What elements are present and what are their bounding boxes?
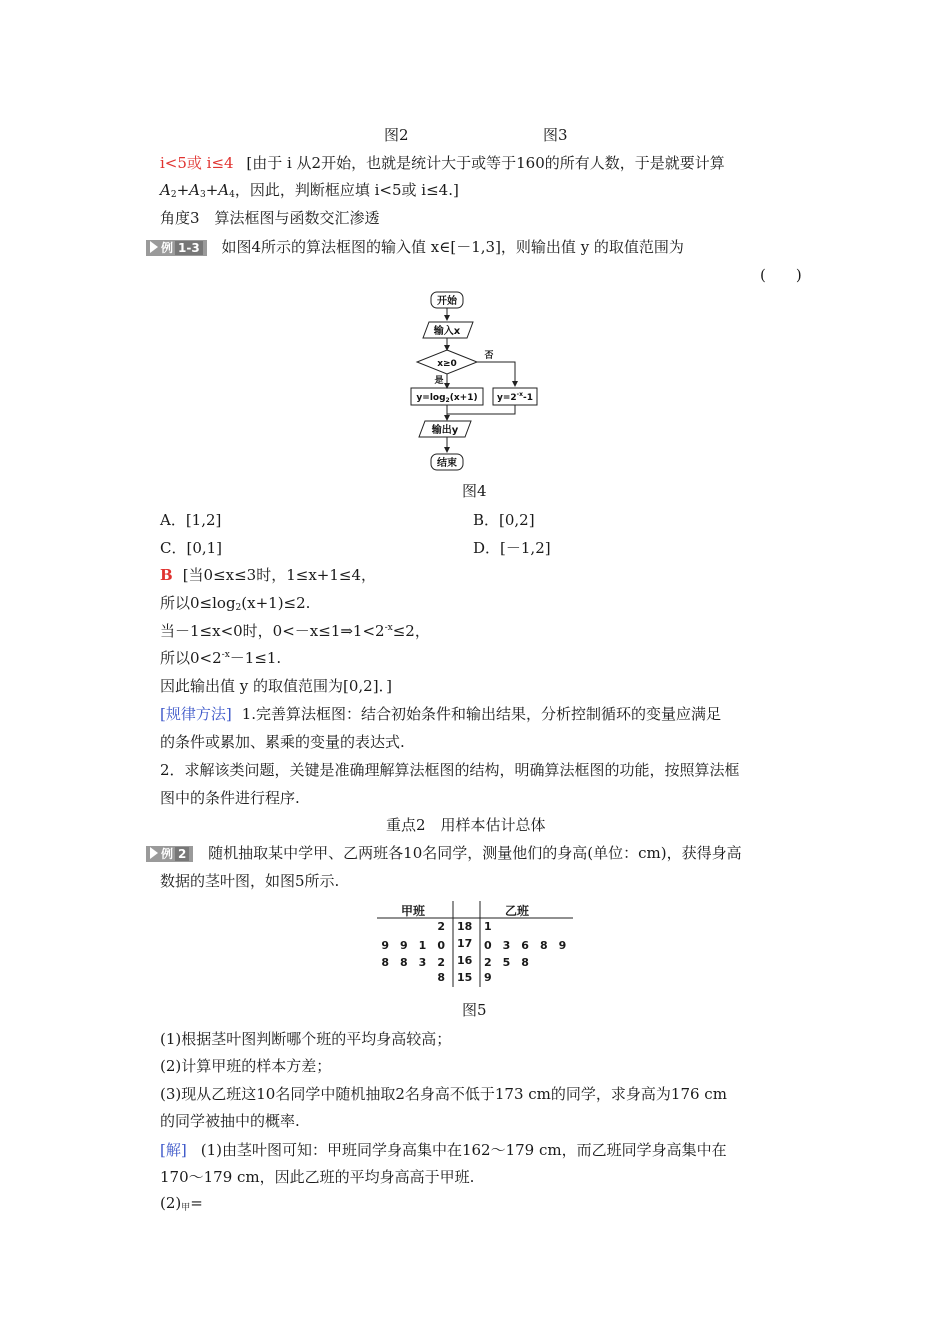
triangle-icon	[150, 241, 158, 253]
solution-2-line-3	[160, 1194, 203, 1213]
solution-2-line-1	[160, 1139, 727, 1160]
stem-value: 16	[457, 954, 473, 967]
solution-line-3	[160, 620, 430, 641]
yes-box-a: y=log	[416, 393, 446, 403]
method-label: [规律方法]	[160, 705, 232, 723]
stem-value: 17	[457, 937, 473, 950]
no-box-sup: -x	[516, 391, 524, 398]
stem-row	[377, 937, 573, 954]
method-p1-l2: 的条件或累加、累乘的变量的表达式.	[160, 733, 405, 751]
figure-5-caption: 图5	[462, 1001, 487, 1019]
start-label: 开始	[437, 296, 457, 307]
example-2-tag-label: 例	[161, 847, 174, 861]
solution-2-l3b: =	[190, 1194, 203, 1212]
example-2-l2: 数据的茎叶图，如图5所示.	[160, 872, 340, 890]
solution-2-l1: (1)由茎叶图可知：甲班同学身高集中在162～179 cm，而乙班同学身高集中在	[200, 1141, 727, 1159]
option-d: D．[－1,2]	[473, 539, 551, 557]
yes-box-sub: 2	[445, 397, 450, 404]
sub-3: 3	[199, 190, 206, 200]
stem-value: 18	[457, 920, 473, 933]
method-p1-l1: 1.完善算法框图：结合初始条件和输出结果，分析控制循环的变量应满足	[241, 705, 722, 723]
section-2-title: 重点2 用样本估计总体	[386, 816, 546, 834]
header-left: 甲班	[401, 904, 426, 918]
stem-row	[377, 971, 573, 988]
solution-l2b: (x+1)≤2.	[241, 594, 311, 612]
yes-box-b: (x+1)	[449, 393, 478, 403]
example-2-tag	[146, 846, 193, 862]
term-a3: +A	[176, 181, 200, 199]
example-2-tag-num: 2	[175, 847, 189, 861]
question-3-l2: 的同学被抽中的概率.	[160, 1112, 300, 1130]
yes-label: 是	[434, 376, 444, 386]
example-2	[146, 842, 742, 863]
left-leaves: 8 8 3 2	[381, 956, 445, 969]
example-2-l1: 随机抽取某中学甲、乙两班各10名同学，测量他们的身高(单位：cm)，获得身高	[208, 844, 742, 862]
example-1-3	[146, 236, 684, 257]
option-a: A．[1,2]	[160, 511, 222, 529]
triangle-icon	[150, 847, 158, 859]
solution-2-l2: 170～179 cm，因此乙班的平均身高高于甲班.	[160, 1168, 475, 1186]
solution-line-5: 因此输出值 y 的取值范围为[0,2]．]	[160, 677, 392, 695]
method-p2-l1: 2．求解该类问题，关键是准确理解算法框图的结构，明确算法框图的功能，按照算法框	[160, 761, 740, 779]
end-label: 结束	[437, 458, 457, 469]
stem-rows	[377, 920, 573, 988]
solution-2-label: [解]	[160, 1141, 187, 1159]
flowchart	[405, 288, 555, 474]
output-label: 输出y	[431, 425, 459, 436]
left-leaves: 8	[437, 971, 445, 984]
right-leaves: 1	[484, 920, 492, 933]
left-leaves: 2	[437, 920, 445, 933]
solution-l4a: 所以0<2	[160, 649, 222, 667]
right-leaves: 0 3 6 8 9	[484, 939, 567, 952]
answer-parenthesis: ( )	[760, 266, 802, 284]
figure-4-caption: 图4	[462, 482, 487, 500]
option-c: C．[0,1]	[160, 539, 223, 557]
arrow-no-merge	[447, 405, 515, 414]
no-box-b: -1	[523, 393, 534, 403]
condition-label: x≥0	[437, 359, 457, 369]
solution-l4b: －1≤1.	[229, 649, 282, 667]
svg-text:y=2-x-1	[497, 391, 533, 403]
stem-row	[377, 920, 573, 937]
figure-2-caption: 图2	[384, 126, 409, 144]
solution-l2-sub: 2	[235, 603, 242, 613]
solution-l1: [当0≤x≤3时，1≤x+1≤4，	[182, 566, 377, 584]
solution-l3-sup: -x	[384, 623, 393, 633]
solution-line-2	[160, 592, 310, 613]
stem-value: 15	[457, 971, 473, 984]
solution-letter: B	[160, 566, 173, 584]
answer-line-1	[160, 152, 725, 173]
example-tag	[146, 240, 207, 256]
sub-2: 2	[170, 190, 177, 200]
answer-explanation: [由于 i 从2开始，也就是统计大于或等于160的所有人数，于是就要计算	[246, 154, 725, 172]
figure-3-caption: 图3	[543, 126, 568, 144]
term-a4: +A	[205, 181, 230, 199]
example-question: 如图4所示的算法框图的输入值 x∈[－1,3]，则输出值 y 的取值范围为	[221, 238, 684, 256]
arrow-cond-no	[477, 362, 515, 386]
no-label: 否	[484, 351, 494, 361]
method-p2-l2: 图中的条件进行程序.	[160, 789, 300, 807]
example-tag-label: 例	[161, 241, 174, 255]
right-leaves: 2 5 8	[484, 956, 529, 969]
answer-line-2	[160, 179, 459, 200]
left-leaves: 9 9 1 0	[381, 939, 445, 952]
solution-l3a: 当－1≤x<0时，0<－x≤1⇒1<2	[160, 622, 385, 640]
solution-l4-sup: -x	[221, 650, 230, 660]
sub-4: 4	[229, 190, 235, 200]
question-3-l1: (3)现从乙班这10名同学中随机抽取2名身高不低于173 cm的同学，求身高为176 cm	[160, 1085, 727, 1103]
right-leaves: 9	[484, 971, 492, 984]
option-b: B．[0,2]	[473, 511, 535, 529]
header-right: 乙班	[505, 904, 530, 918]
answer-text: i<5或 i≤4	[160, 154, 234, 172]
solution-l3b: ≤2，	[392, 622, 430, 640]
angle-3-title: 角度3 算法框图与函数交汇渗透	[160, 209, 380, 227]
solution-line-1	[160, 564, 376, 585]
stem-row	[377, 954, 573, 971]
solution-2-l3-sub: 甲	[181, 1203, 191, 1213]
solution-2-l3a: (2)	[160, 1194, 182, 1212]
question-1: (1)根据茎叶图判断哪个班的平均身高较高；	[160, 1030, 452, 1048]
solution-line-4	[160, 647, 281, 668]
term-a2: A	[160, 181, 171, 199]
method-line-1	[160, 703, 721, 724]
solution-l2a: 所以0≤log	[160, 594, 236, 612]
no-box-a: y=2	[496, 393, 517, 403]
question-2: (2)计算甲班的样本方差；	[160, 1057, 332, 1075]
input-label: 输入x	[433, 326, 461, 337]
answer-conclusion: ，因此，判断框应填 i<5或 i≤4.]	[234, 181, 459, 199]
svg-text:y=log2(x+1)	[416, 393, 477, 404]
example-tag-num: 1-3	[175, 241, 203, 255]
